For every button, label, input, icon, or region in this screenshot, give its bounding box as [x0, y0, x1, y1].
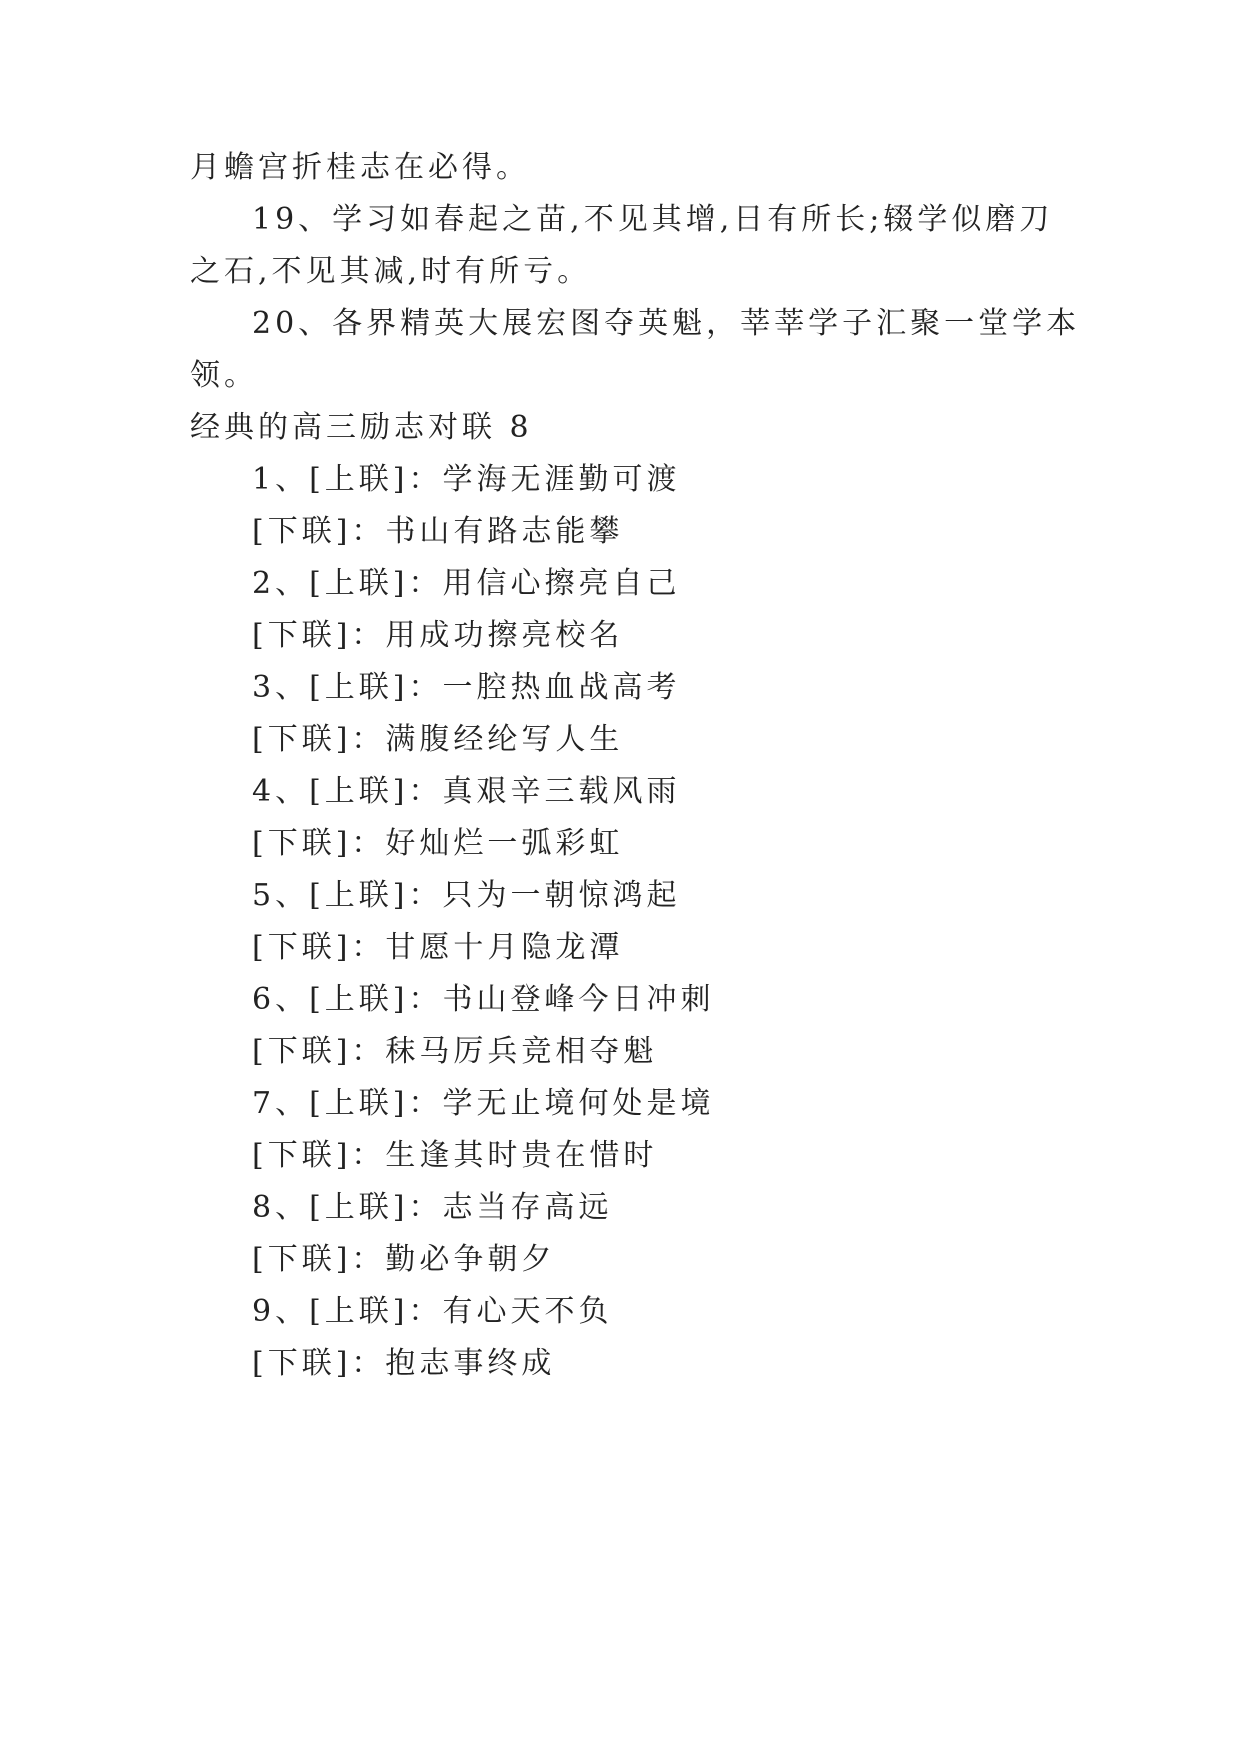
couplet-line: 7、[上联]：学无止境何处是境 [252, 1086, 715, 1121]
couplet-line: [下联]：好灿烂一弧彩虹 [252, 826, 624, 861]
couplet-line: [下联]：生逢其时贵在惜时 [252, 1138, 658, 1173]
couplet-line: 8、[上联]：志当存高远 [252, 1190, 613, 1225]
couplet-line: [下联]：甘愿十月隐龙潭 [252, 930, 624, 965]
couplet-line: 3、[上联]：一腔热血战高考 [252, 670, 681, 705]
couplet-line: [下联]：用成功擦亮校名 [252, 618, 624, 653]
couplet-line: 5、[上联]：只为一朝惊鸿起 [252, 878, 681, 913]
couplet-line: 2、[上联]：用信心擦亮自己 [252, 566, 681, 601]
couplet-line: [下联]：勤必争朝夕 [252, 1242, 556, 1277]
couplet-line: 1、[上联]：学海无涯勤可渡 [252, 462, 681, 497]
couplet-line: 9、[上联]：有心天不负 [252, 1294, 613, 1329]
paragraph-line: 20、各界精英大展宏图夺英魁，莘莘学子汇聚一堂学本 [252, 306, 1081, 341]
couplet-line: 4、[上联]：真艰辛三载风雨 [252, 774, 681, 809]
section-heading: 经典的高三励志对联 8 [190, 410, 533, 445]
paragraph-line: 之石,不见其减,时有所亏。 [190, 254, 592, 289]
couplet-line: 6、[上联]：书山登峰今日冲刺 [252, 982, 715, 1017]
couplet-line: [下联]：书山有路志能攀 [252, 514, 624, 549]
paragraph-line: 月蟾宫折桂志在必得。 [190, 150, 530, 185]
paragraph-line: 领。 [190, 358, 258, 393]
paragraph-line: 19、学习如春起之苗,不见其增,日有所长;辍学似磨刀 [252, 202, 1054, 237]
couplet-line: [下联]：秣马厉兵竞相夺魁 [252, 1034, 658, 1069]
couplet-line: [下联]：抱志事终成 [252, 1346, 556, 1381]
couplet-line: [下联]：满腹经纶写人生 [252, 722, 624, 757]
